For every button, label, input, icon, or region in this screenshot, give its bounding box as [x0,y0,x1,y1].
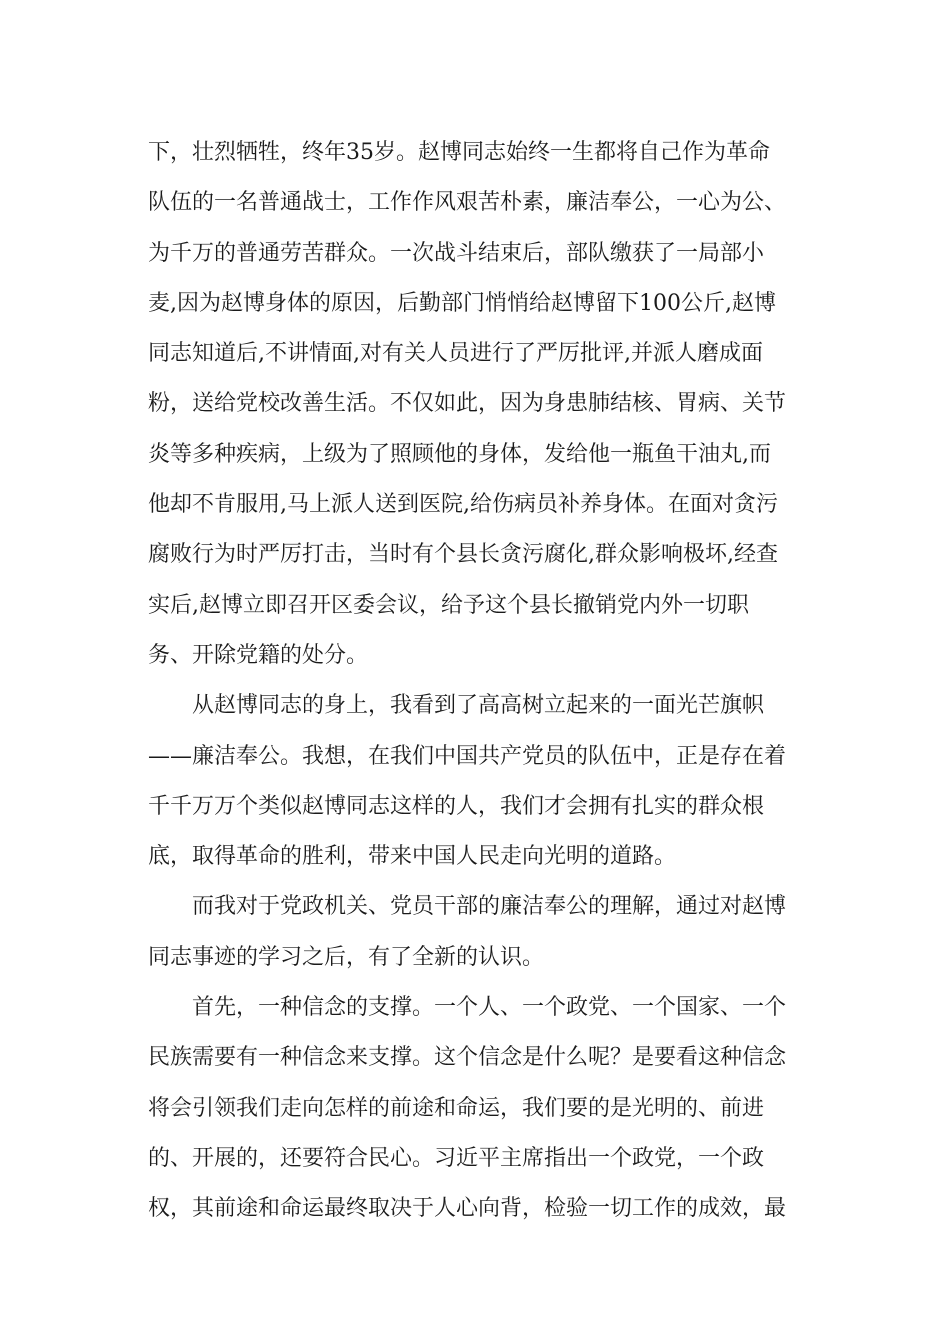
text-line: 千千万万个类似赵博同志这样的人，我们才会拥有扎实的群众根 [148,793,765,819]
body-text [148,128,808,1235]
text-line: 民族需要有一种信念来支撑。这个信念是什么呢？是要看这种信念 [148,1045,787,1071]
text-line: 底，取得革命的胜利，带来中国人民走向光明的道路。 [148,844,677,870]
text-line: 务、开除党籍的处分。 [148,642,369,668]
text-line: 同志知道后,不讲情面,对有关人员进行了严厉批评,并派人磨成面 [148,341,763,367]
text-line: 麦,因为赵博身体的原因，后勤部门悄悄给赵博留下100公斤,赵博 [148,290,776,316]
text-line: ——廉洁奉公。我想，在我们中国共产党员的队伍中，正是存在着 [148,743,787,769]
text-line: 粉，送给党校改善生活。不仅如此，因为身患肺结核、胃病、关节 [148,391,787,417]
text-line: 腐败行为时严厉打击，当时有个县长贪污腐化,群众影响极坏,经查 [148,542,778,568]
paragraph-first-line: 而我对于党政机关、党员干部的廉洁奉公的理解，通过对赵博 [192,894,787,920]
paragraph-first-line: 首先，一种信念的支撑。一个人、一个政党、一个国家、一个 [192,995,787,1021]
text-line: 实后,赵博立即召开区委会议，给予这个县长撤销党内外一切职 [148,592,749,618]
text-line: 将会引领我们走向怎样的前途和命运，我们要的是光明的、前进 [148,1095,765,1121]
paragraph-first-line: 从赵博同志的身上，我看到了高高树立起来的一面光芒旗帜 [192,693,765,719]
text-line: 他却不肯服用,马上派人送到医院,给伤病员补养身体。在面对贪污 [148,492,778,518]
text-line: 为千万的普通劳苦群众。一次战斗结束后，部队缴获了一局部小 [148,240,765,266]
text-line: 下，壮烈牺牲，终年35岁。赵博同志始终一生都将自己作为革命 [148,140,770,165]
text-line: 炎等多种疾病，上级为了照顾他的身体，发给他一瓶鱼干油丸,而 [148,441,771,467]
text-line: 权，其前途和命运最终取决于人心向背，检验一切工作的成效，最 [148,1196,787,1222]
text-line: 同志事迹的学习之后，有了全新的认识。 [148,944,545,970]
text-line: 的、开展的，还要符合民心。习近平主席指出一个政党，一个政 [148,1145,765,1171]
text-line: 队伍的一名普通战士，工作作风艰苦朴素，廉洁奉公，一心为公、 [148,190,787,216]
